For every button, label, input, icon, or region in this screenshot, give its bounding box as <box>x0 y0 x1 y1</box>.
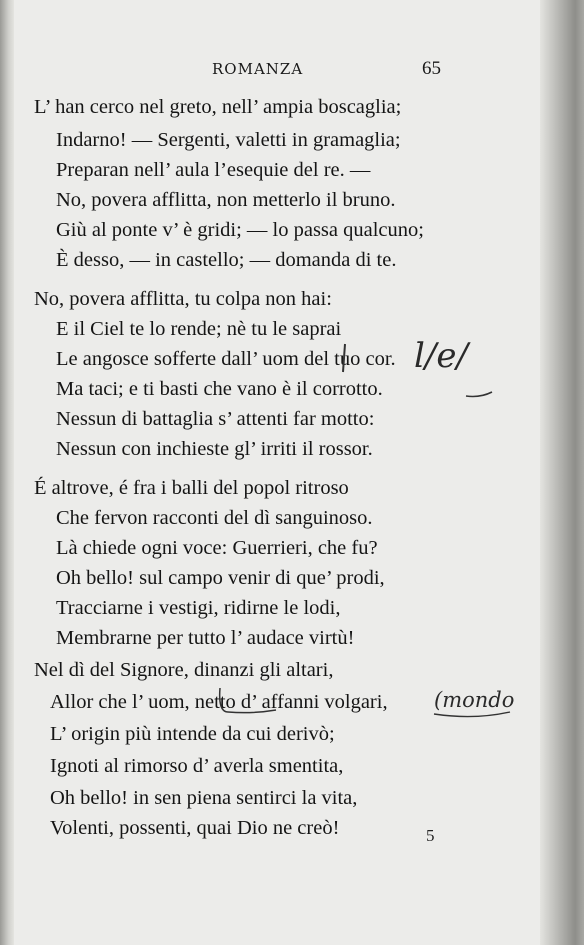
verse-line: Indarno! — Sergenti, valetti in gramaglia; <box>56 129 401 151</box>
verse-line: Allor che l’ uom, netto d’ affanni volgari, <box>50 691 388 713</box>
verse-line: Oh bello! sul campo venir di que’ prodi, <box>56 567 385 589</box>
verse-line: Le angosce sofferte dall’ uom del tuo cor. <box>56 348 396 370</box>
verse-line: No, povera afflitta, non metterlo il bruno. <box>56 189 396 211</box>
running-title: ROMANZA <box>212 60 304 78</box>
verse-line: Membrarne per tutto l’ audace virtù! <box>56 627 355 649</box>
book-page <box>14 0 540 945</box>
verse-line: Nessun con inchieste gl’ irriti il rossor. <box>56 438 373 460</box>
verse-line: Tracciarne i vestigi, ridirne le lodi, <box>56 597 341 619</box>
verse-line: Ma taci; e ti basti che vano è il corrotto. <box>56 378 383 400</box>
caret-mark <box>466 392 492 397</box>
verse-line: Volenti, possenti, quai Dio ne creò! <box>50 817 340 839</box>
verse-line: E il Ciel te lo rende; nè tu le saprai <box>56 318 342 340</box>
verse-line: Che fervon racconti del dì sanguinoso. <box>56 507 373 529</box>
verse-line: Là chiede ogni voce: Guerrieri, che fu? <box>56 537 378 559</box>
verse-line: Giù al ponte v’ è gridi; — lo passa qualcuno; <box>56 219 424 241</box>
scan-edge-left <box>0 0 14 945</box>
verse-line: Oh bello! in sen piena sentirci la vita, <box>50 787 358 809</box>
verse-line: No, povera afflitta, tu colpa non hai: <box>34 288 332 310</box>
margin-note-handwriting: (mondo <box>434 688 515 712</box>
page-number: 65 <box>422 58 441 79</box>
verse-line: Nessun di battaglia s’ attenti far motto: <box>56 408 375 430</box>
verse-line: Nel dì del Signore, dinanzi gli altari, <box>34 659 334 681</box>
verse-line: È desso, — in castello; — domanda di te. <box>56 249 397 271</box>
margin-correction-handwriting: l/e/ <box>414 336 468 376</box>
verse-line: L’ han cerco nel greto, nell’ ampia boscaglia; <box>34 96 402 118</box>
signature-mark: 5 <box>426 826 435 845</box>
verse-line: Preparan nell’ aula l’esequie del re. — <box>56 159 371 181</box>
verse-line: É altrove, é fra i balli del popol ritroso <box>34 477 349 499</box>
verse-line: L’ origin più intende da cui derivò; <box>50 723 335 745</box>
note-underline-mark <box>434 712 510 717</box>
verse-line: Ignoti al rimorso d’ averla smentita, <box>50 755 344 777</box>
scan-edge-right <box>540 0 584 945</box>
